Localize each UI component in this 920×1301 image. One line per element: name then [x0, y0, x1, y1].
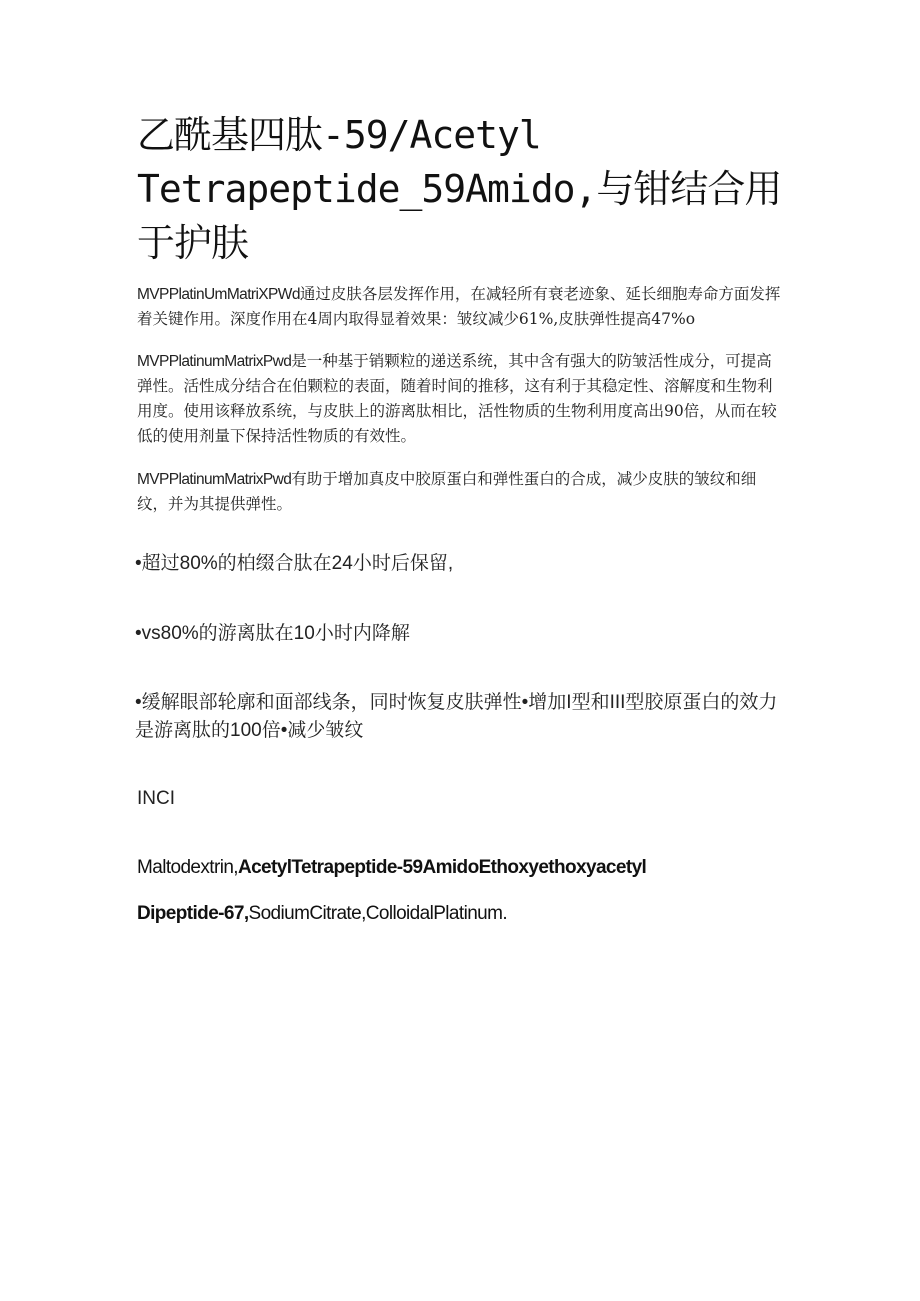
paragraph-1-text: 通过皮肤各层发挥作用，在减轻所有衰老迹象、延长细胞寿命方面发挥着关键作用。深度作用在4周内取得显着效果：皱纹减少61%,皮肤弹性提高47%o — [137, 285, 781, 328]
paragraph-2-brand: MVPPlatinumMatrixPwd — [137, 353, 292, 370]
inci-line-1-plain: Maltodextrin, — [137, 857, 238, 878]
inci-line-2 — [137, 903, 817, 925]
inci-line-1 — [137, 857, 817, 879]
inci-label: INCI — [137, 788, 175, 809]
bullet-item-3: •缓解眼部轮廓和面部线条，同时恢复皮肤弹性•增加I型和III型胶原蛋白的效力是游离肽的100倍•减少皱纹 — [135, 692, 778, 741]
paragraph-3-text: 有助于增加真皮中胶原蛋白和弹性蛋白的合成，减少皮肤的皱纹和细纹，并为其提供弹性。 — [137, 470, 757, 513]
paragraph-3 — [137, 467, 787, 517]
bullet-item-1: •超过80%的柏缀合肽在24小时后保留, — [135, 553, 454, 574]
paragraph-2 — [137, 349, 787, 449]
document-title: 乙酰基四肽-59/Acetyl Tetrapeptide_59Amido,与钳结合用于护肤 — [137, 113, 782, 265]
bullet-item-2: •vs80%的游离肽在10小时内降解 — [135, 623, 410, 644]
paragraph-1-brand: MVPPlatinUmMatriXPWd — [137, 286, 300, 303]
inci-line-2-plain: SodiumCitrate,ColloidalPlatinum. — [248, 903, 508, 924]
paragraph-3-brand: MVPPlatinumMatrixPwd — [137, 471, 292, 488]
paragraph-2-text: 是一种基于销颗粒的递送系统，其中含有强大的防皱活性成分，可提高弹性。活性成分结合在伯颗粒的表面，随着时间的推移，这有利于其稳定性、溶解度和生物利用度。使用该释放系统，与皮肤上的游离肽相比，活性物质的生物利用度高出90倍，从而在较低的使用剂量下保持活性物质的有效性。 — [137, 352, 777, 445]
inci-line-2-bold: Dipeptide-67, — [137, 903, 249, 924]
paragraph-1 — [137, 282, 787, 332]
inci-line-1-bold: AcetylTetrapeptide-59AmidoEthoxyethoxyacetyl — [237, 857, 647, 878]
